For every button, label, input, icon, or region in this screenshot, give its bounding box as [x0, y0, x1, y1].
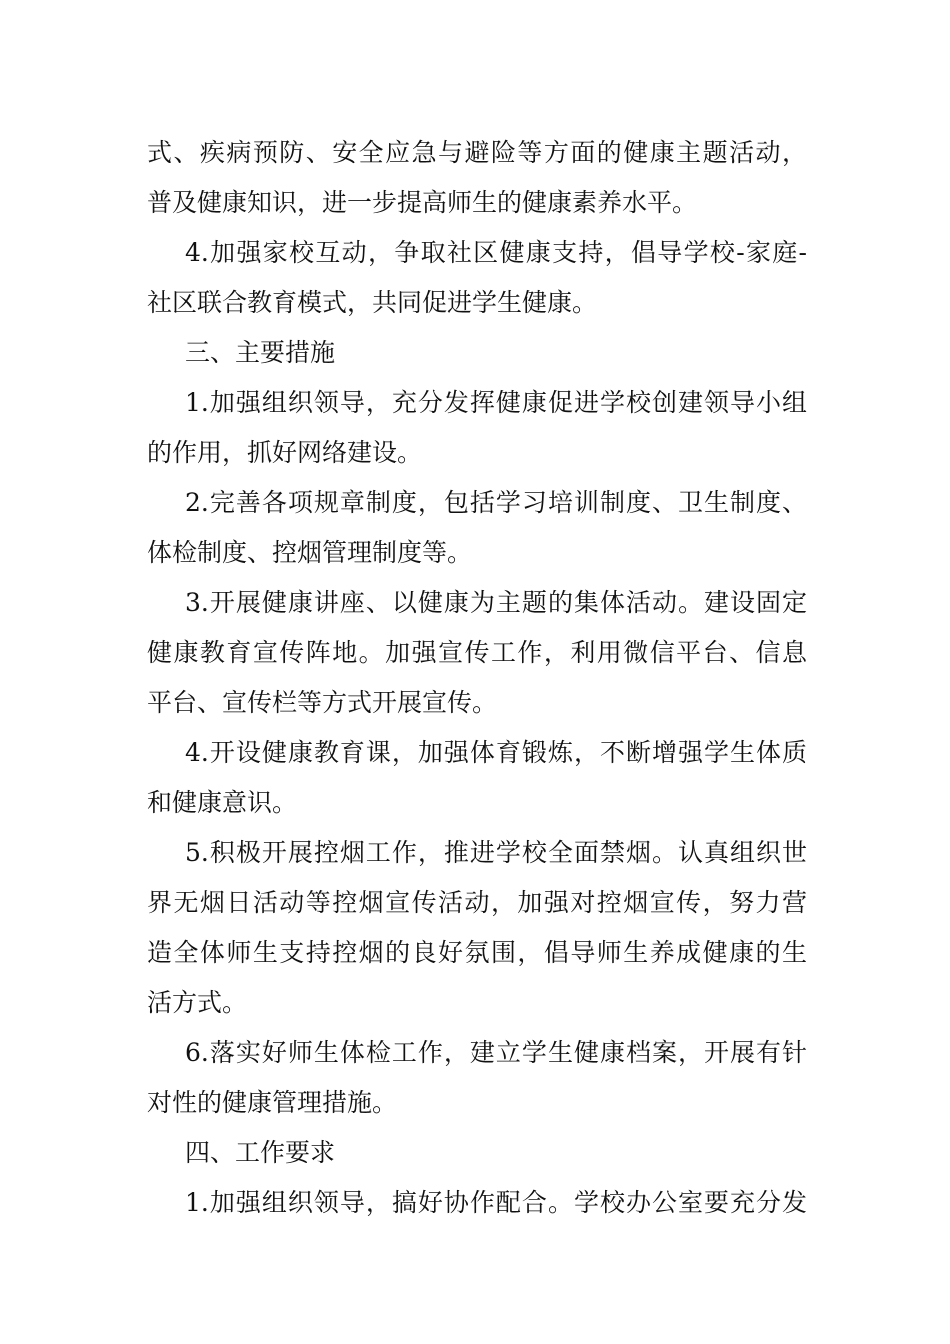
text-line: 普及健康知识，进一步提高师生的健康素养水平。	[147, 188, 698, 217]
text-line: 6.落实好师生体检工作，建立学生健康档案，开展有针	[185, 1038, 807, 1067]
text-line: 1.加强组织领导，搞好协作配合。学校办公室要充分发	[185, 1188, 807, 1217]
section-heading: 三、主要措施	[185, 338, 336, 367]
text-line: 3.开展健康讲座、以健康为主题的集体活动。建设固定	[185, 588, 807, 617]
text-line: 平台、宣传栏等方式开展宣传。	[147, 688, 498, 717]
text-line: 对性的健康管理措施。	[147, 1088, 398, 1117]
text-line: 5.积极开展控烟工作，推进学校全面禁烟。认真组织世	[185, 838, 807, 867]
text-line: 社区联合教育模式，共同促进学生健康。	[147, 288, 598, 317]
text-line: 造全体师生支持控烟的良好氛围，倡导师生养成健康的生	[147, 938, 807, 967]
text-line: 4.开设健康教育课，加强体育锻炼，不断增强学生体质	[185, 738, 807, 767]
text-line: 的作用，抓好网络建设。	[147, 438, 423, 467]
text-line: 1.加强组织领导，充分发挥健康促进学校创建领导小组	[185, 388, 807, 417]
document-body	[147, 128, 807, 1228]
text-line: 2.完善各项规章制度，包括学习培训制度、卫生制度、	[185, 488, 807, 517]
text-line: 和健康意识。	[147, 788, 298, 817]
text-line: 活方式。	[147, 988, 248, 1017]
text-line: 界无烟日活动等控烟宣传活动，加强对控烟宣传，努力营	[147, 888, 807, 917]
text-line: 体检制度、控烟管理制度等。	[147, 538, 473, 567]
text-line: 健康教育宣传阵地。加强宣传工作，利用微信平台、信息	[147, 638, 807, 667]
text-line: 式、疾病预防、安全应急与避险等方面的健康主题活动，	[147, 138, 807, 167]
text-line: 4.加强家校互动，争取社区健康支持，倡导学校-家庭-	[185, 238, 807, 267]
section-heading: 四、工作要求	[185, 1138, 336, 1167]
